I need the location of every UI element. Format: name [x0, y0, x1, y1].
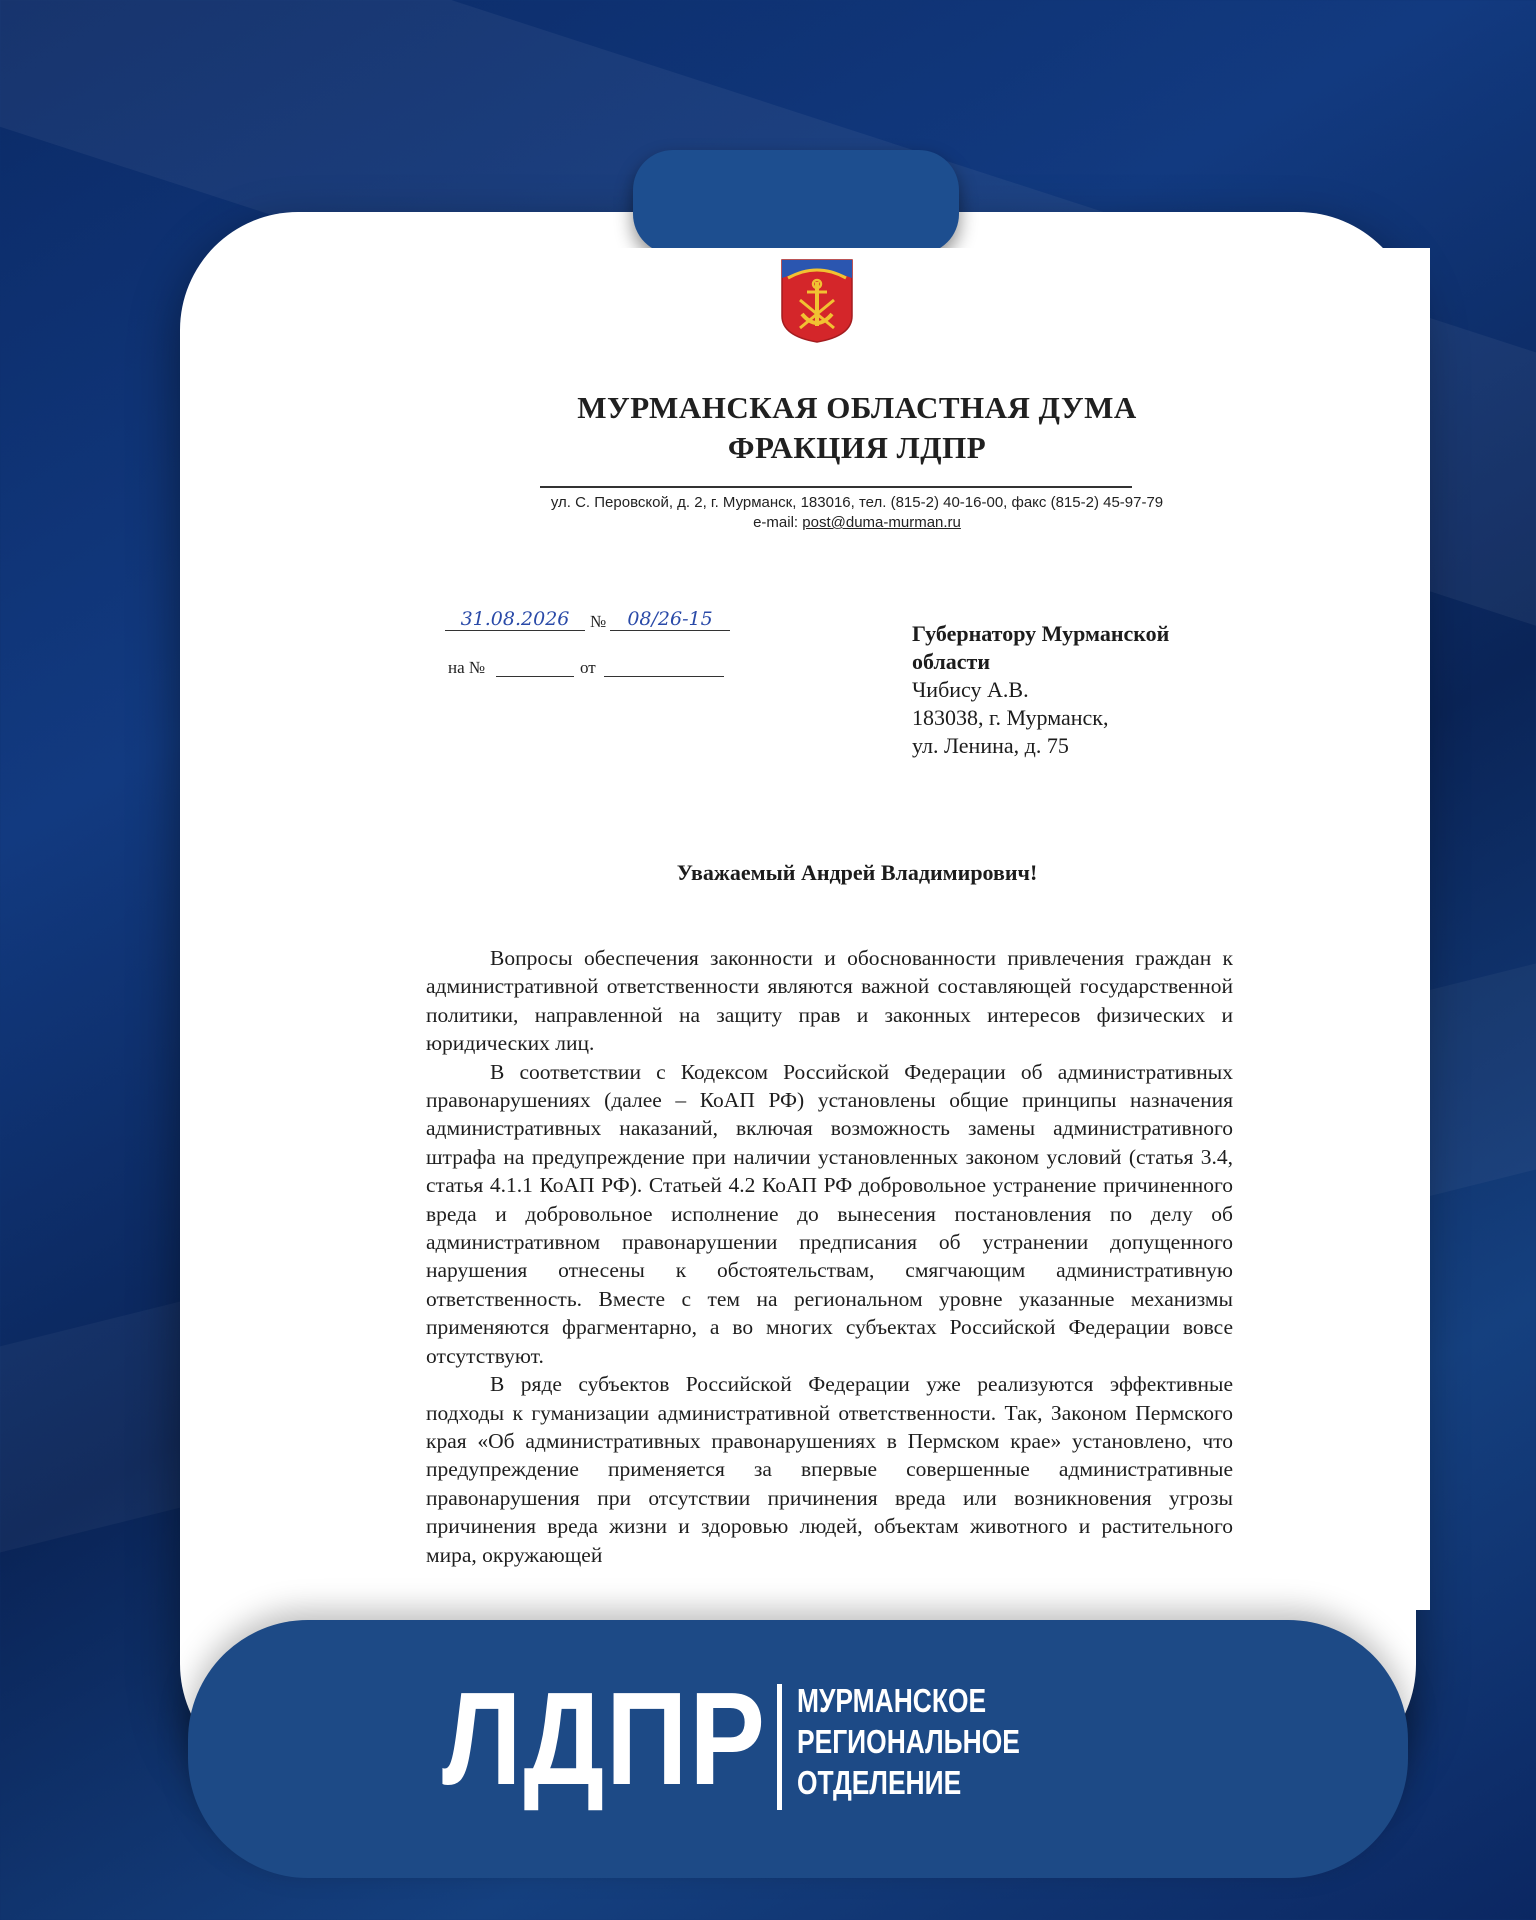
clipboard-clip [633, 150, 959, 254]
addressee-line: Чибису А.В. [912, 677, 1029, 702]
body-paragraph: В соответствии с Кодексом Российской Федерации об административных правонарушениях (далее – КоАП РФ) установлены общие принципы назначения административных наказаний, включая возможность замены административного штрафа на предупреждение при наличии установленных законом условий (статья 3.4, статья 4.1.1 КоАП РФ). Статьей 4.2 КоАП РФ добровольное устранение причиненного вреда и добровольное исполнение до вынесения постановления по делу об административном правонарушении предписания об устранении допущенного нарушения отнесены к обстоятельствам, смягчающим административную ответственность. Вместе с тем на региональном уровне указанные механизмы применяются фрагментарно, а во многих субъектах Российской Федерации вовсе отсутствуют. [426, 1059, 1233, 1368]
letterhead-subtitle: ФРАКЦИЯ ЛДПР [727, 430, 987, 465]
outgoing-date: 31.08.2026 [445, 608, 585, 631]
regional-branch-label [797, 1680, 1020, 1803]
ldpr-logo: ЛДПР [442, 1665, 767, 1812]
reply-number-blank [496, 676, 574, 677]
branch-line: РЕГИОНАЛЬНОЕ [797, 1723, 1020, 1760]
branch-line: МУРМАНСКОЕ [797, 1682, 987, 1719]
addressee-line: Губернатору Мурманской [912, 621, 1170, 646]
body-paragraph: Вопросы обеспечения законности и обоснованности привлечения граждан к административной ответственности являются важной составляющей государственной политики, направленной на защиту прав и законных интересов физических и юридических лиц. [426, 946, 1233, 1056]
outgoing-number: 08/26-15 [610, 608, 730, 631]
letter-page [284, 248, 1430, 1610]
addressee-line: области [912, 649, 991, 674]
addressee-block [912, 620, 1232, 760]
letterhead-title: МУРМАНСКАЯ ОБЛАСТНАЯ ДУМА [577, 390, 1137, 425]
addressee-line: 183038, г. Мурманск, [912, 705, 1109, 730]
email-link[interactable]: post@duma-murman.ru [802, 514, 961, 531]
logo-divider [777, 1684, 782, 1810]
branch-line: ОТДЕЛЕНИЕ [797, 1764, 962, 1801]
letter-body [426, 944, 1233, 1569]
reply-to-label: на № [448, 658, 486, 677]
body-paragraph: В ряде субъектов Российской Федерации уже реализуются эффективные подходы к гуманизации административной ответственности. Так, Законом Пермского края «Об административных правонарушениях в Пермском крае» установлено, что предупреждение применяется за впервые совершенные административные правонарушения при отсутствии причинения вреда или возникновения угрозы причинения вреда жизни и здоровью людей, объектам животного и растительного мира, окружающей [426, 1372, 1233, 1567]
letterhead-divider [540, 486, 1132, 488]
salutation: Уважаемый Андрей Владимирович! [676, 860, 1038, 885]
number-label: № [590, 612, 607, 631]
letterhead-address: ул. С. Перовской, д. 2, г. Мурманск, 183016, тел. (815-2) 40-16-00, факс (815-2) 45-97-79 [550, 494, 1164, 511]
reply-from-label: от [580, 658, 596, 677]
letterhead-email [284, 514, 1430, 531]
reply-date-blank [604, 676, 724, 677]
murmansk-coat-of-arms-icon [780, 258, 854, 344]
addressee-line: ул. Ленина, д. 75 [912, 733, 1069, 758]
email-label: e-mail: [753, 514, 803, 531]
